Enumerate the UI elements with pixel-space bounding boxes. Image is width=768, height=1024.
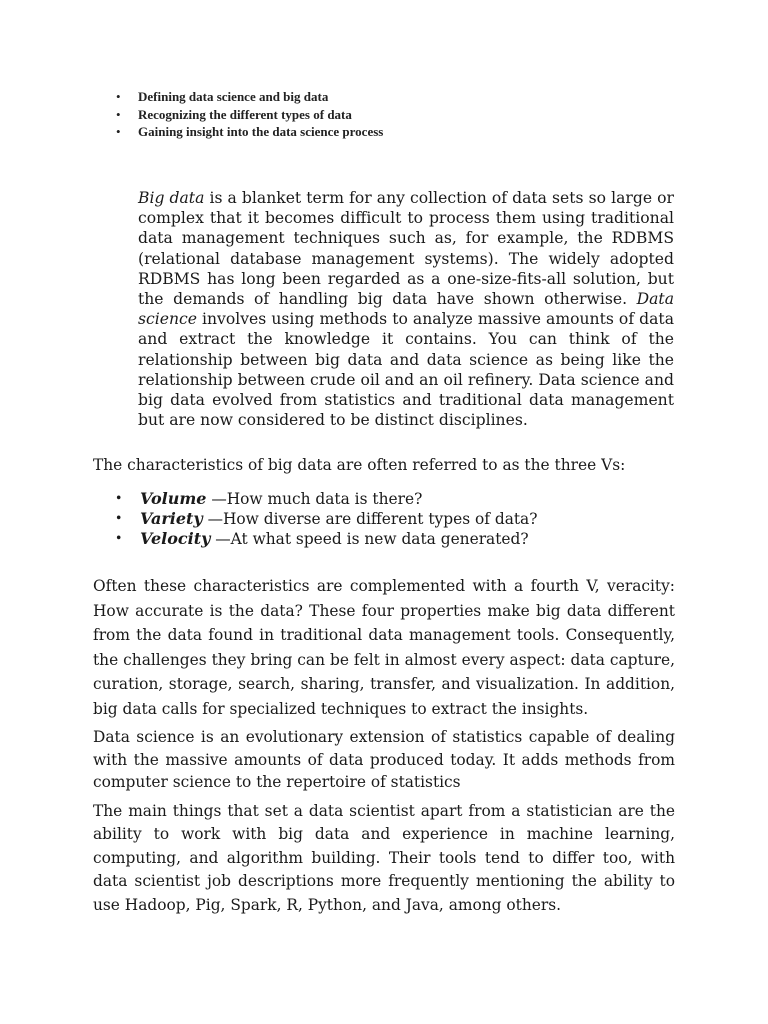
list-item bbox=[140, 489, 538, 509]
vs-term: Volume bbox=[140, 489, 207, 508]
big-data-paragraph bbox=[138, 188, 674, 430]
big-data-text-2: involves using methods to analyze massive amounts of data and extract the knowledge it contains. You can think of the relationship between big data and data science as being like the relationship between crude oil and an oil refinery. Data science and big data evolved from statistics and traditional data management but are now considered to be distinct disciplines. bbox=[138, 310, 674, 430]
list-item bbox=[140, 509, 538, 529]
data-scientist-paragraph: The main things that set a data scientist apart from a statistician are the ability to work with big data and experience in machine learning, computing, and algorithm building. Their tools tend to differ too, with data scientist job descriptions more frequently mentioning the ability to use Hadoop, Pig, Spark, R, Python, and Java, among others. bbox=[93, 802, 675, 914]
three-vs-list bbox=[140, 489, 538, 549]
vs-description: —At what speed is new data generated? bbox=[210, 530, 529, 548]
big-data-term: Big data bbox=[138, 189, 205, 207]
list-item bbox=[140, 529, 538, 549]
list-item: • Gaining insight into the data science process bbox=[138, 123, 383, 141]
big-data-text-1: is a blanket term for any collection of data sets so large or complex that it becomes difficult to process them using traditional data management techniques such as, for example, the RDBMS (relational database management systems). The widely adopted RDBMS has long been regarded as a one-size-fits-all solution, but the demands of handling big data have shown otherwise. bbox=[138, 189, 675, 309]
vs-description: —How much data is there? bbox=[206, 490, 423, 508]
intro-bullet-list bbox=[138, 88, 383, 141]
vs-term: Variety bbox=[140, 509, 203, 528]
three-vs-intro: The characteristics of big data are often referred to as the three Vs: bbox=[93, 456, 626, 474]
evolution-paragraph: Data science is an evolutionary extension of statistics capable of dealing with the massive amounts of data produced today. It adds methods from computer science to the repertoire of statistics bbox=[93, 728, 675, 792]
vs-description: —How diverse are different types of data? bbox=[202, 510, 538, 528]
data-science-term: Data science bbox=[138, 290, 674, 329]
list-item: • Defining data science and big data bbox=[138, 88, 383, 106]
list-item: • Recognizing the different types of data bbox=[138, 106, 383, 124]
veracity-paragraph: Often these characteristics are complemented with a fourth V, veracity: How accurate is the data? These four properties make big data different from the data found in traditional data management tools. Consequently, the challenges they bring can be felt in almost every aspect: data capture, curation, storage, search, sharing, transfer, and visualization. In addition, big data calls for specialized techniques to extract the insights. bbox=[93, 577, 675, 718]
vs-term: Velocity bbox=[140, 529, 211, 548]
